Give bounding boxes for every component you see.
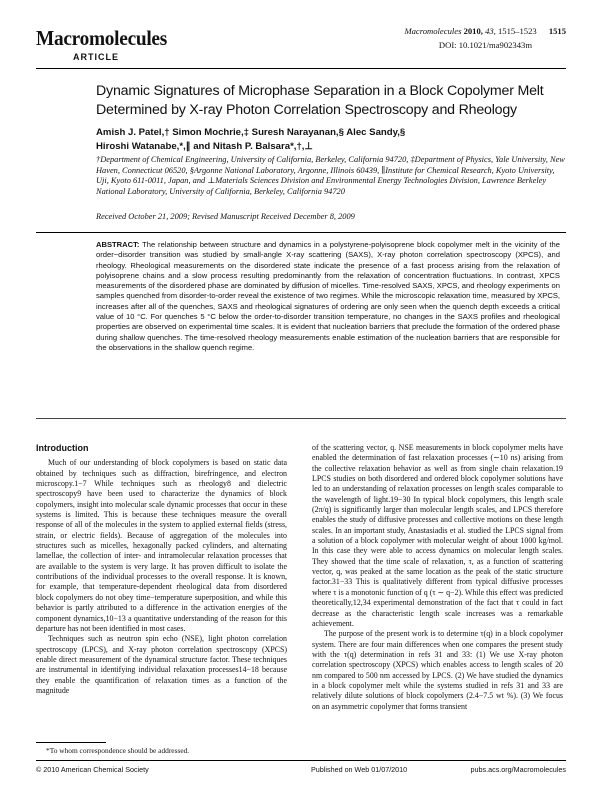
right-paragraph: The purpose of the present work is to determine τ(q) in a block copolymer system. There are four main differences when one compares the present study with the τ(q) determination in refs 31 and 33: (1) We use X-ray photon correlation spectroscopy (XPCS) which enables access to length scales of 20 nm compared to 500 nm accessed by LPCS. (2) We have studied the dynamics in a block copolymer melt while the systems studied in refs 31 and 33 are relatively dilute solutions of block copolymers (2.4−7.5 wt %). (3) We focus on an asymmetric copolymer that forms transient — [312, 629, 563, 711]
abstract-label: ABSTRACT: — [96, 240, 140, 249]
affiliations: †Department of Chemical Engineering, University of California, Berkeley, California 94720, ‡Department of Physics, Yale University, New Haven, Connecticut 06520, §Argonne National Laboratory, Argonne, Illinois 60439, ∥Institute for Chemical Research, Kyoto University, Uji, Kyoto 611-0011, Japan, and ⊥Materials Sciences Division and Environmental Energy Technologies Division, Lawrence Berkeley National Laboratory, University of California, Berkeley, California 94720 — [96, 155, 565, 197]
journal-url[interactable]: pubs.acs.org/Macromolecules — [470, 765, 566, 774]
author-line-1: Amish J. Patel,† Simon Mochrie,‡ Suresh Narayanan,§ Alec Sandy,§ — [96, 127, 406, 138]
abstract-divider — [36, 418, 566, 419]
author-list — [96, 126, 556, 153]
citation-journal: Macromolecules — [404, 26, 462, 36]
correspondence-note: *To whom correspondence should be addressed. — [46, 746, 190, 755]
article-type-label: ARTICLE — [73, 52, 119, 62]
author-line-2: Hiroshi Watanabe,*,∥ and Nitash P. Balsara*,†,⊥ — [96, 140, 313, 152]
journal-logo: Macromolecules — [36, 26, 167, 50]
citation-line — [404, 26, 566, 36]
copyright: © 2010 American Chemical Society — [36, 765, 149, 774]
footnote-rule — [36, 742, 106, 743]
article-title: Dynamic Signatures of Microphase Separation in a Block Copolymer Melt Determined by X-ray Photon Correlation Spectroscopy and Rheology — [96, 83, 544, 118]
page-number: 1515 — [548, 26, 566, 36]
introduction-heading: Introduction — [36, 443, 89, 453]
received-dates: Received October 21, 2009; Revised Manuscript Received December 8, 2009 — [96, 212, 355, 221]
right-paragraph: of the scattering vector, q. NSE measurements in block copolymer melts have enabled the determination of fast relaxation processes (∼10 ns) arising from the collective relaxation behavior as well as from single chain relaxation.19 LPCS studies on both disordered and ordered block copolymer solutions have led to an understanding of relaxation processes on length scales comparable to the wavelength of light.19−30 In typical block copolymers, this length scale (2π/q) is significantly larger than molecular length scales, and LPCS therefore enables the study of diffusive processes and collective motions on these length scales. In an important study, Anastasiadis et al. studied the LPCS signal from a solution of a block copolymer with molecular weight of about 1000 kg/mol. In this case they were able to access dynamics on molecular length scales. They showed that the time scale of relaxation, τ, as a function of scattering vector, q, was peaked at the same location as the peak of the static structure factor.31−33 This is qualitatively different from typical diffusive processes where τ is a monotonic function of q (τ ∼ q−2). While this effect was predicted theoretically,12,34 experimental demonstration of the fact that τ could in fact decrease as the characteristic length scale increases was a remarkable achievement. — [312, 443, 563, 628]
left-column — [36, 443, 287, 696]
left-paragraph: Much of our understanding of block copolymers is based on static data obtained by techniques such as diffraction, birefringence, and electron microscopy.1−7 While techniques such as rheology8 and dielectric spectroscopy9 have been used to characterize the dynamics of block copolymers, insight into molecular scale dynamic processes that occur in these systems is limited. This is because these techniques measure the overall response of all of the molecules in the system to applied external fields (stress, strain, or electric fields). Because of aggregation of the molecules into structures such as micelles, hexagonally packed cylinders, and alternating lamellae, the collection of inter- and intramolecular relaxation processes that are available to the system is very large. It has proven difficult to isolate the contributions of the individual processes to the overall response. It is known, for example, that temperature-dependent rheological data from disordered block copolymers do not obey time−temperature superposition, and while this behavior is partly attributed to a difference in the activation energies of the component dynamics,10−13 a quantitative understanding of the reason for this departure has not been identified in most cases. — [36, 458, 287, 633]
abstract — [96, 240, 560, 353]
footer-divider — [36, 760, 566, 761]
citation-year: 2010, — [463, 26, 483, 36]
citation-pages: 1515–1523 — [497, 26, 537, 36]
title-divider — [36, 232, 566, 233]
right-column — [312, 443, 563, 712]
citation-volume: 43, — [485, 26, 496, 36]
header-divider — [36, 68, 566, 69]
abstract-text: The relationship between structure and dynamics in a polystyrene-polyisoprene block copolymer melt in the vicinity of the order−disorder transition was studied by small-angle X-ray scattering (SAXS), X-ray photon correlation spectroscopy (XPCS), and rheology. Rheological measurements on the disordered state indicate the presence of a fast process arising from the relaxation of polyisoprene chains and a slow process resulting predominantly from the relaxation of concentration fluctuations. In contrast, XPCS measurements of the disordered phase are dominated by diffusion of micelles. Time-resolved SAXS, XPCS, and rheology experiments on samples quenched from disorder-to-order reveal the existence of two regimes. While the microscopic relaxation time, measured by XPCS, increases after all of the quenches, SAXS and rheological signatures of ordering are only seen when the quench depth exceeds a critical value of 10 °C. For quenches 5 °C below the order-to-disorder transition temperature, no changes in the SAXS profiles and rheological properties are observed on experimental time scales. It is evident that nucleation barriers that preclude the formation of the ordered phase during shallow quenches. The time-resolved rheology measurements enable estimation of the nucleation barriers that are responsible for the observations in the shallow quench regime. — [96, 240, 560, 352]
doi-link[interactable]: DOI: 10.1021/ma902343m — [438, 40, 532, 50]
publication-date: Published on Web 01/07/2010 — [311, 765, 408, 774]
left-paragraph: Techniques such as neutron spin echo (NSE), light photon correlation spectroscopy (LPCS), and X-ray photon correlation spectroscopy (XPCS) enable direct measurement of the dynamical structure factor. These techniques are instrumental in identifying individual relaxation processes14−18 because they enable the quantification of relaxation times as a function of the magnitude — [36, 634, 287, 695]
